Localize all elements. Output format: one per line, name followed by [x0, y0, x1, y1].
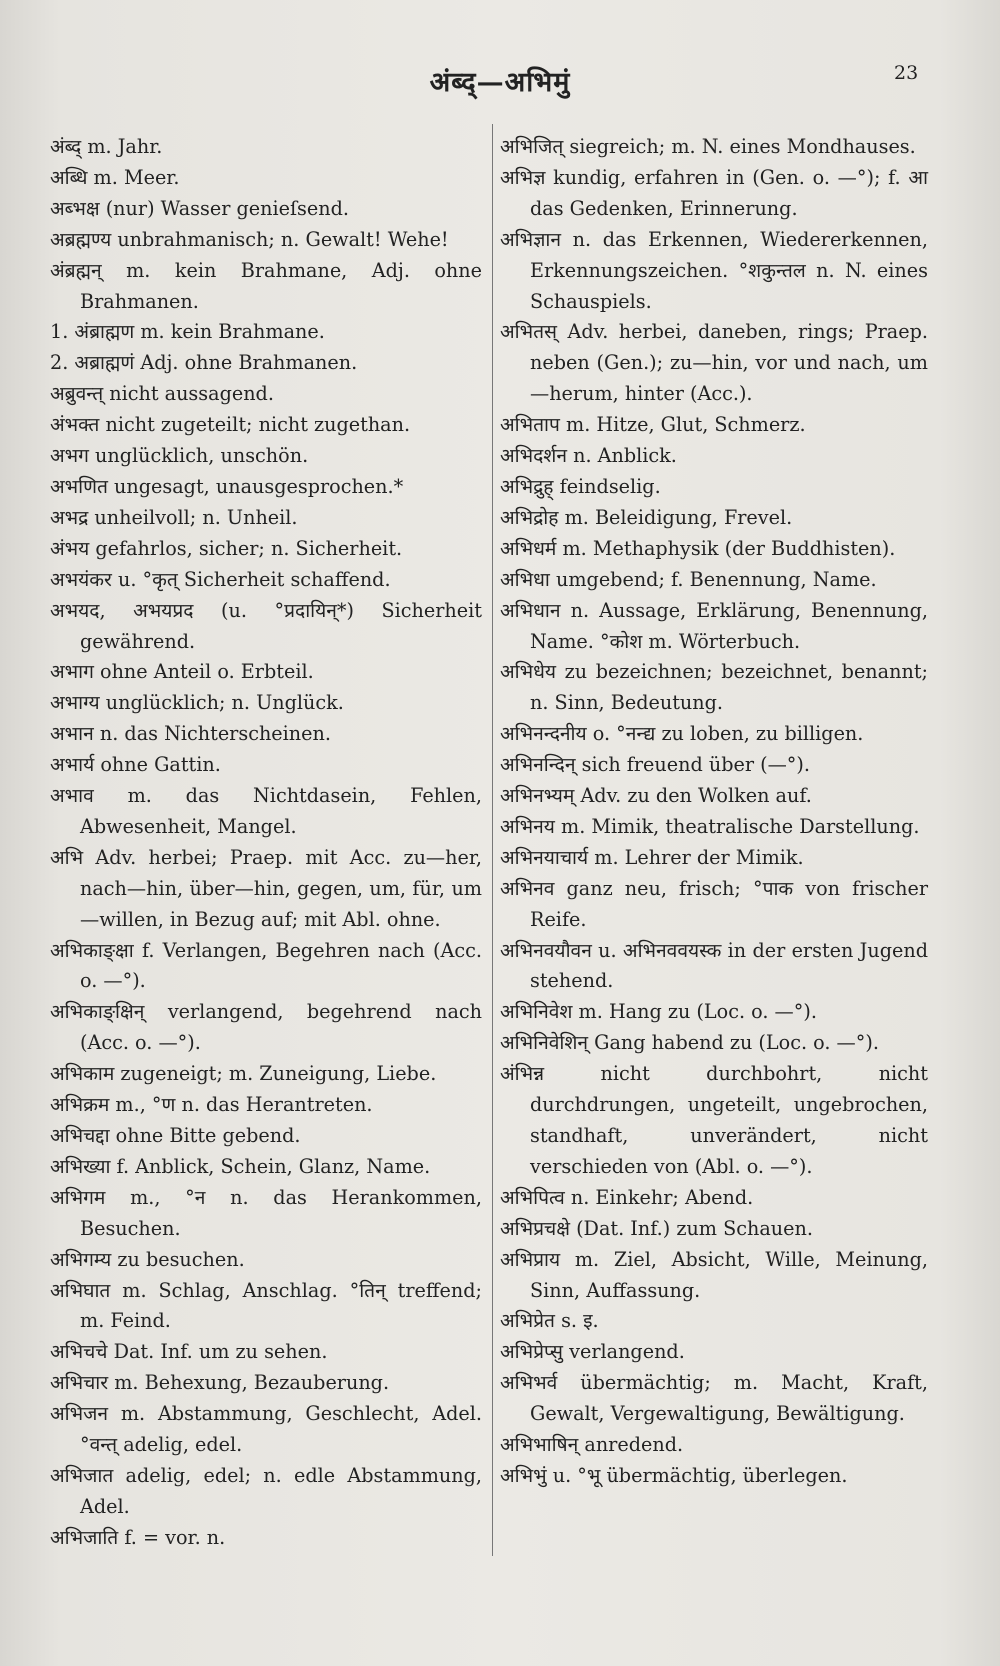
dictionary-entry: अभिप्रचक्षे (Dat. Inf.) zum Schauen. [500, 1216, 813, 1240]
dictionary-entry: अभिधा umgebend; f. Benennung, Name. [500, 567, 877, 591]
dictionary-entry: अभिचचे Dat. Inf. um zu sehen. [50, 1340, 328, 1364]
dictionary-entry: अभार्य ohne Gattin. [50, 753, 221, 777]
dictionary-entry: अभिज्ञान n. das Erkennen, Wiedererkennen, Erkennungszeichen. °शकुन्तल n. N. eines Schauspiels. [500, 227, 928, 313]
dictionary-entry: अभान n. das Nichterscheinen. [50, 722, 331, 746]
dictionary-entry: अभिपित्व n. Einkehr; Abend. [500, 1185, 754, 1209]
dictionary-entry: अभिख्या f. Anblick, Schein, Glanz, Name. [50, 1154, 431, 1178]
dictionary-entry: अभिताप m. Hitze, Glut, Schmerz. [500, 413, 806, 437]
dictionary-entry: अभिघात m. Schlag, Anschlag. °तिन् treffend; m. Feind. [50, 1278, 482, 1333]
dictionary-entry: अभिधर्म m. Methaphysik (der Buddhisten). [500, 536, 896, 560]
dictionary-entry: अभिकाम zugeneigt; m. Zuneigung, Liebe. [50, 1062, 437, 1086]
dictionary-entry: अभद्र unheilvoll; n. Unheil. [50, 505, 298, 529]
dictionary-entry: 1. अंब्राह्मण m. kein Brahmane. [50, 320, 325, 344]
dictionary-entry: अंब्रह्मन् m. kein Brahmane, Adj. ohne Brahmanen. [50, 258, 482, 313]
dictionary-entry: अभिद्रुह् feindselig. [500, 474, 661, 498]
dictionary-entry: अभिभाषिन् anredend. [500, 1433, 684, 1457]
dictionary-entry: 2. अब्राह्मणं Adj. ohne Brahmanen. [50, 351, 358, 375]
left-column [50, 132, 482, 1554]
dictionary-entry: अब्भक्ष (nur) Wasser genieſsend. [50, 196, 349, 220]
dictionary-entry: अभाग ohne Anteil o. Erbteil. [50, 660, 314, 684]
dictionary-entry: अब्धि m. Meer. [50, 165, 180, 189]
dictionary-entry: अभिनय m. Mimik, theatralische Darstellung. [500, 814, 920, 838]
dictionary-entry: अभाग्य unglücklich; n. Unglück. [50, 691, 344, 715]
dictionary-entry: अभितस् Adv. herbei, daneben, rings; Praep. neben (Gen.); zu—hin, vor und nach, um—herum, hinter (Acc.). [500, 320, 928, 406]
dictionary-entry: अभिनवयौवन u. अभिनववयस्क in der ersten Jugend stehend. [500, 938, 928, 993]
dictionary-entry: अभिनयाचार्य m. Lehrer der Mimik. [500, 845, 804, 869]
dictionary-entry: अभिचार m. Behexung, Bezauberung. [50, 1371, 390, 1395]
dictionary-entry: अभिनव ganz neu, frisch; °पाक von frischer Reife. [500, 876, 928, 931]
dictionary-entry: अभिनिवेश m. Hang zu (Loc. o. —°). [500, 1000, 817, 1024]
dictionary-entry: अभणित ungesagt, unausgesprochen.* [50, 474, 404, 498]
dictionary-entry: अभिधान n. Aussage, Erklärung, Benennung, Name. °कोश m. Wörterbuch. [500, 598, 928, 653]
page-number: 23 [894, 62, 919, 84]
dictionary-entry: अंब्द् m. Jahr. [50, 135, 163, 158]
dictionary-entry: अभिकाङ्क्षा f. Verlangen, Begehren nach (Acc. o. —°). [50, 938, 482, 993]
dictionary-entry: अभाव m. das Nichtdasein, Fehlen, Abwesenheit, Mangel. [50, 784, 482, 838]
dictionary-entry: अभिनभ्यम् Adv. zu den Wolken auf. [500, 784, 812, 808]
dictionary-entry: अभिचद्दा ohne Bitte gebend. [50, 1124, 301, 1147]
right-column [500, 132, 928, 1492]
dictionary-entry: अभिधेय zu bezeichnen; bezeichnet, benannt; n. Sinn, Bedeutung. [500, 660, 928, 715]
dictionary-entry: अभिदर्शन n. Anblick. [500, 444, 677, 468]
dictionary-entry: अभयंकर u. °कृत् Sicherheit schaffend. [50, 567, 391, 591]
dictionary-entry: अभिभुं u. °भू übermächtig, überlegen. [500, 1463, 848, 1487]
dictionary-entry: अभिप्राय m. Ziel, Absicht, Wille, Meinung, Sinn, Auffassung. [500, 1247, 928, 1302]
dictionary-entry: अभग unglücklich, unschön. [50, 444, 309, 468]
dictionary-entry: अभयद, अभयप्रद (u. °प्रदायिन्*) Sicherheit gewährend. [50, 598, 482, 653]
running-head: अंब्द्—अभिमुं [429, 67, 571, 98]
dictionary-entry: अभिजाति f. = vor. n. [50, 1525, 226, 1549]
dictionary-entry: अभिक्रम m., °ण n. das Herantreten. [50, 1093, 373, 1117]
dictionary-entry: अभिज्ञ kundig, erfahren in (Gen. o. —°); f. आ das Gedenken, Erinnerung. [500, 165, 928, 220]
dictionary-entry: अभिजात adelig, edel; n. edle Abstammung, Adel. [50, 1463, 482, 1518]
dictionary-entry: अंभिन्न nicht durchbohrt, nicht durchdrungen, ungeteilt, ungebrochen, standhaft, unverändert, nicht verschieden von (Abl. o. —°). [500, 1062, 928, 1178]
dictionary-entry: अभिप्रेत s. इ. [500, 1309, 599, 1333]
dictionary-entry: अभिभर्व übermächtig; m. Macht, Kraft, Gewalt, Vergewaltigung, Bewältigung. [500, 1371, 928, 1426]
dictionary-entry: अभिकाङ्क्षिन् verlangend, begehrend nach (Acc. o. —°). [50, 1000, 482, 1055]
dictionary-entry: अभिनन्दिन् sich freuend über (—°). [500, 753, 810, 777]
dictionary-entry: अभिजन m. Abstammung, Geschlecht, Adel. °वन्त् adelig, edel. [50, 1402, 482, 1457]
dictionary-entry: अभिगम m., °न n. das Herankommen, Besuchen. [50, 1185, 482, 1240]
dictionary-entry: अब्रुवन्त् nicht aussagend. [50, 382, 274, 406]
dictionary-entry: अभि Adv. herbei; Praep. mit Acc. zu—her, nach—hin, über—hin, gegen, um, für, um—willen, in Bezug auf; mit Abl. ohne. [50, 845, 482, 931]
dictionary-entry: अभिनिवेशिन् Gang habend zu (Loc. o. —°). [500, 1031, 879, 1055]
dictionary-entry: अंभय gefahrlos, sicher; n. Sicherheit. [50, 536, 403, 560]
dictionary-entry: अभिनन्दनीय o. °नन्द्य zu loben, zu billigen. [500, 722, 864, 746]
dictionary-entry: अभिप्रेप्सु verlangend. [500, 1340, 685, 1364]
dictionary-entry: अंभक्त nicht zugeteilt; nicht zugethan. [50, 413, 411, 437]
column-divider [492, 124, 493, 1556]
dictionary-entry: अभिगम्य zu besuchen. [50, 1247, 245, 1271]
dictionary-entry: अभिद्रोह m. Beleidigung, Frevel. [500, 505, 793, 529]
dictionary-entry: अब्रह्मण्य unbrahmanisch; n. Gewalt! Wehe! [50, 227, 449, 251]
dictionary-entry: अभिजित् siegreich; m. N. eines Mondhauses. [500, 135, 916, 158]
